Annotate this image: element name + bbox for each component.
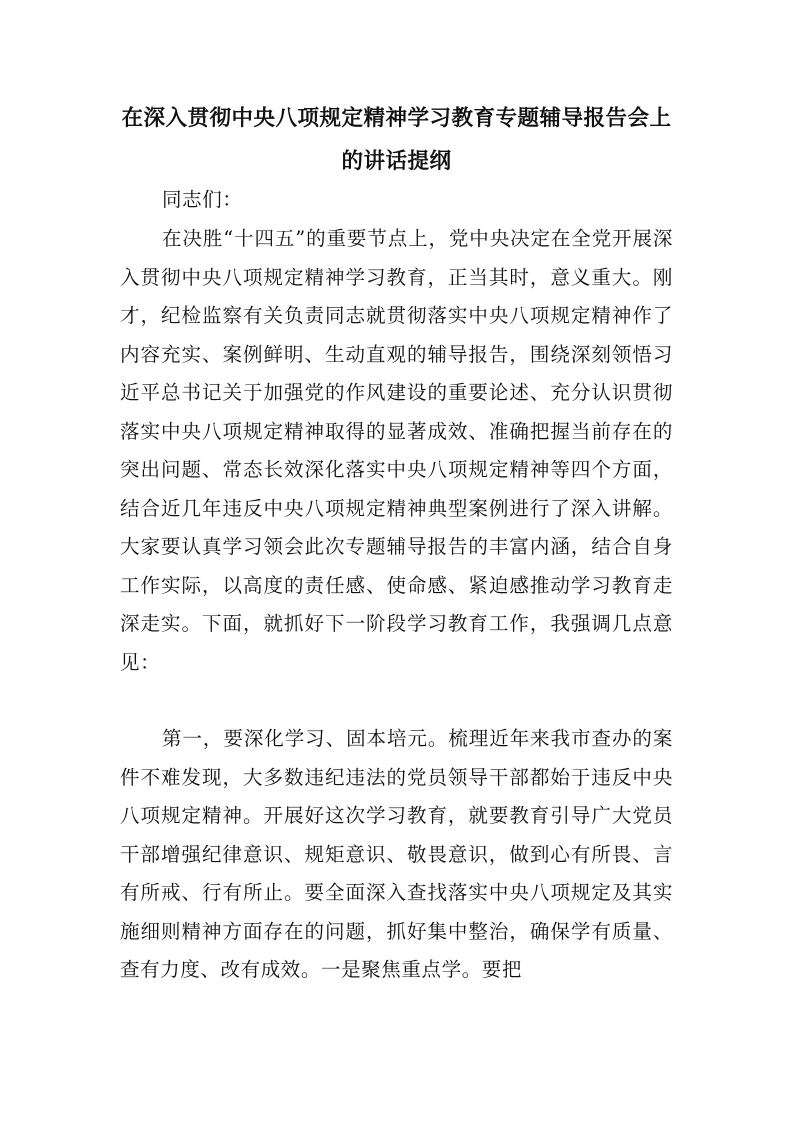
salutation: 同志们： [162,188,243,211]
document-title-line-2: 的讲话提纲 [341,149,452,174]
paragraph-intro: 在决胜“十四五”的重要节点上，党中央决定在全党开展深入贯彻中央八项规定精神学习教育，正当其时，意义重大。刚才，纪检监察有关负责同志就贯彻落实中央八项规定精神作了内容充实、案例鲜明、生动直观的辅导报告，围绕深刻领悟习近平总书记关于加强党的作风建设的重要论述、充分认识贯彻落实中央八项规定精神取得的显著成效、准确把握当前存在的突出问题、常态长效深化落实中央八项规定精神等四个方面，结合近几年违反中央八项规定精神典型案例进行了深入讲解。大家要认真学习领会此次专题辅导报告的丰富内涵，结合自身工作实际，以高度的责任感、使命感、紧迫感推动学习教育走深走实。下面，就抓好下一阶段学习教育工作，我强调几点意见： [120,227,673,674]
paragraph-first-point: 第一，要深化学习、固本培元。梳理近年来我市查办的案件不难发现，大多数违纪违法的党员领导干部都始于违反中央八项规定精神。开展好这次学习教育，就要教育引导广大党员干部增强纪律意识、规矩意识、敬畏意识，做到心有所畏、言有所戒、行有所止。要全面深入查找落实中央八项规定及其实施细则精神方面存在的问题，抓好集中整治，确保学有质量、查有力度、改有成效。一是聚焦重点学。要把 [120,727,673,981]
document-title-line-1: 在深入贯彻中央八项规定精神学习教育专题辅导报告会上 [121,106,672,131]
